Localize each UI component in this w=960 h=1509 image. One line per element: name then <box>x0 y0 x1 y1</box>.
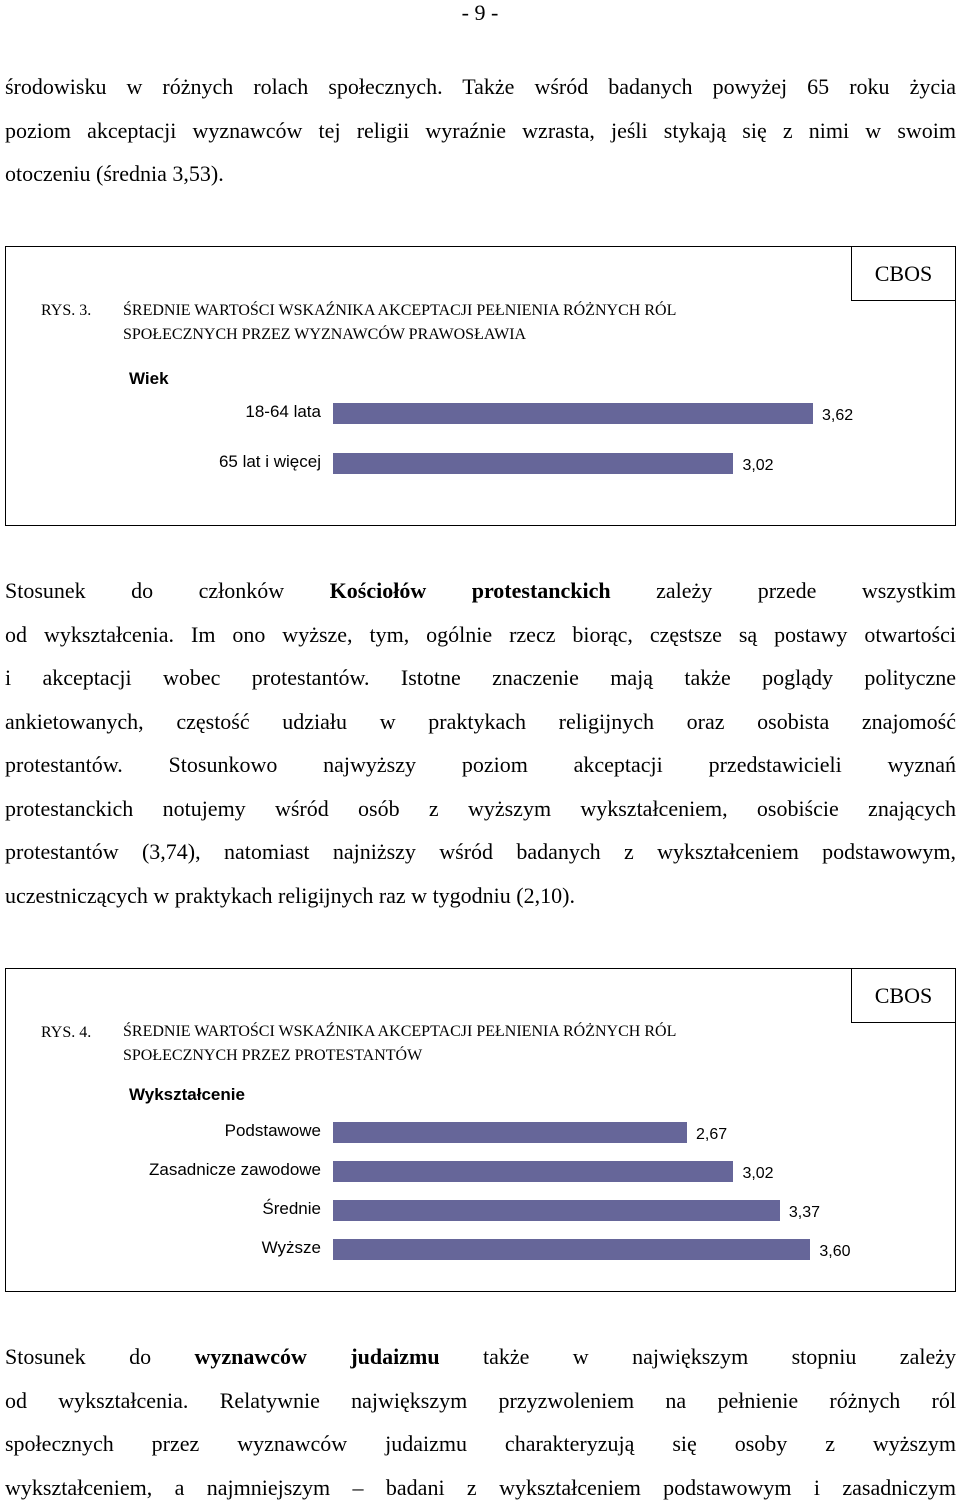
bar-value-label: 3,60 <box>819 1243 850 1261</box>
text-line: protestantów. Stosunkowo najwyższy poziom akceptacji przedstawicieli wyznań <box>5 743 956 787</box>
figure-title-line: ŚREDNIE WARTOŚCI WSKAŹNIKA AKCEPTACJI PEŁNIENIA RÓŻNYCH RÓL <box>123 299 676 323</box>
text-line: wykształceniem, a najmniejszym – badani z wykształceniem podstawowym i zasadniczym <box>5 1466 956 1509</box>
category-axis-title: Wiek <box>129 369 169 389</box>
category-axis-title: Wykształcenie <box>129 1085 245 1105</box>
text-line: środowisku w różnych rolach społecznych. Także wśród badanych powyżej 65 roku życia <box>5 65 956 109</box>
bar <box>333 1161 733 1182</box>
paragraph-1 <box>5 65 956 196</box>
bar-value-label: 2,67 <box>696 1126 727 1144</box>
text-line: ankietowanych, częstość udziału w praktykach religijnych oraz osobista znajomość <box>5 700 956 744</box>
bar-category-label: 18-64 lata <box>245 402 321 422</box>
page-number: - 9 - <box>0 0 960 26</box>
bar-category-label: Podstawowe <box>225 1121 321 1141</box>
figure-title-line: ŚREDNIE WARTOŚCI WSKAŹNIKA AKCEPTACJI PEŁNIENIA RÓŻNYCH RÓL <box>123 1020 676 1044</box>
text-line: społecznych przez wyznawców judaizmu charakteryzują się osoby z wyższym <box>5 1422 956 1466</box>
bar <box>333 453 733 474</box>
bar <box>333 403 813 424</box>
figure-number: RYS. 3. <box>41 302 91 320</box>
bar <box>333 1239 810 1260</box>
bar-category-label: Wyższe <box>262 1238 321 1258</box>
bar-value-label: 3,37 <box>789 1204 820 1222</box>
source-label: CBOS <box>851 246 956 301</box>
text-line: Stosunek do członków Kościołów protestanckich zależy przede wszystkim <box>5 569 956 613</box>
bar <box>333 1200 780 1221</box>
figure-title-line: SPOŁECZNYCH PRZEZ WYZNAWCÓW PRAWOSŁAWIA <box>123 323 676 347</box>
text-line: i akceptacji wobec protestantów. Istotne znaczenie mają także poglądy polityczne <box>5 656 956 700</box>
text-line: otoczeniu (średnia 3,53). <box>5 152 956 196</box>
text-line: protestantów (3,74), natomiast najniższy wśród badanych z wykształceniem podstawowym, <box>5 830 956 874</box>
paragraph-2 <box>5 569 956 917</box>
bold-phrase: wyznawców judaizmu <box>195 1344 440 1369</box>
text-line: protestanckich notujemy wśród osób z wyższym wykształceniem, osobiście znających <box>5 787 956 831</box>
text-line: poziom akceptacji wyznawców tej religii wyraźnie wzrasta, jeśli stykają się z nimi w swoim <box>5 109 956 153</box>
bar-category-label: 65 lat i więcej <box>219 452 321 472</box>
bar-value-label: 3,02 <box>742 457 773 475</box>
bar <box>333 1122 687 1143</box>
bar-category-label: Średnie <box>262 1199 321 1219</box>
text-line: od wykształcenia. Im ono wyższe, tym, ogólnie rzecz biorąc, częstsze są postawy otwartości <box>5 613 956 657</box>
text-line: uczestniczących w praktykach religijnych raz w tygodniu (2,10). <box>5 874 956 918</box>
bar-value-label: 3,02 <box>742 1165 773 1183</box>
figure-4 <box>5 968 956 1292</box>
bold-phrase: Kościołów protestanckich <box>330 578 611 603</box>
text-line: od wykształcenia. Relatywnie największym przyzwoleniem na pełnienie różnych ról <box>5 1379 956 1423</box>
figure-number: RYS. 4. <box>41 1024 91 1042</box>
figure-title-line: SPOŁECZNYCH PRZEZ PROTESTANTÓW <box>123 1044 676 1068</box>
bar-chart <box>6 969 955 1291</box>
text-line: Stosunek do wyznawców judaizmu także w największym stopniu zależy <box>5 1335 956 1379</box>
bar-value-label: 3,62 <box>822 407 853 425</box>
figure-3 <box>5 246 956 526</box>
source-label: CBOS <box>851 968 956 1023</box>
bar-category-label: Zasadnicze zawodowe <box>149 1160 321 1180</box>
paragraph-3 <box>5 1335 956 1509</box>
bar-chart <box>6 247 955 525</box>
